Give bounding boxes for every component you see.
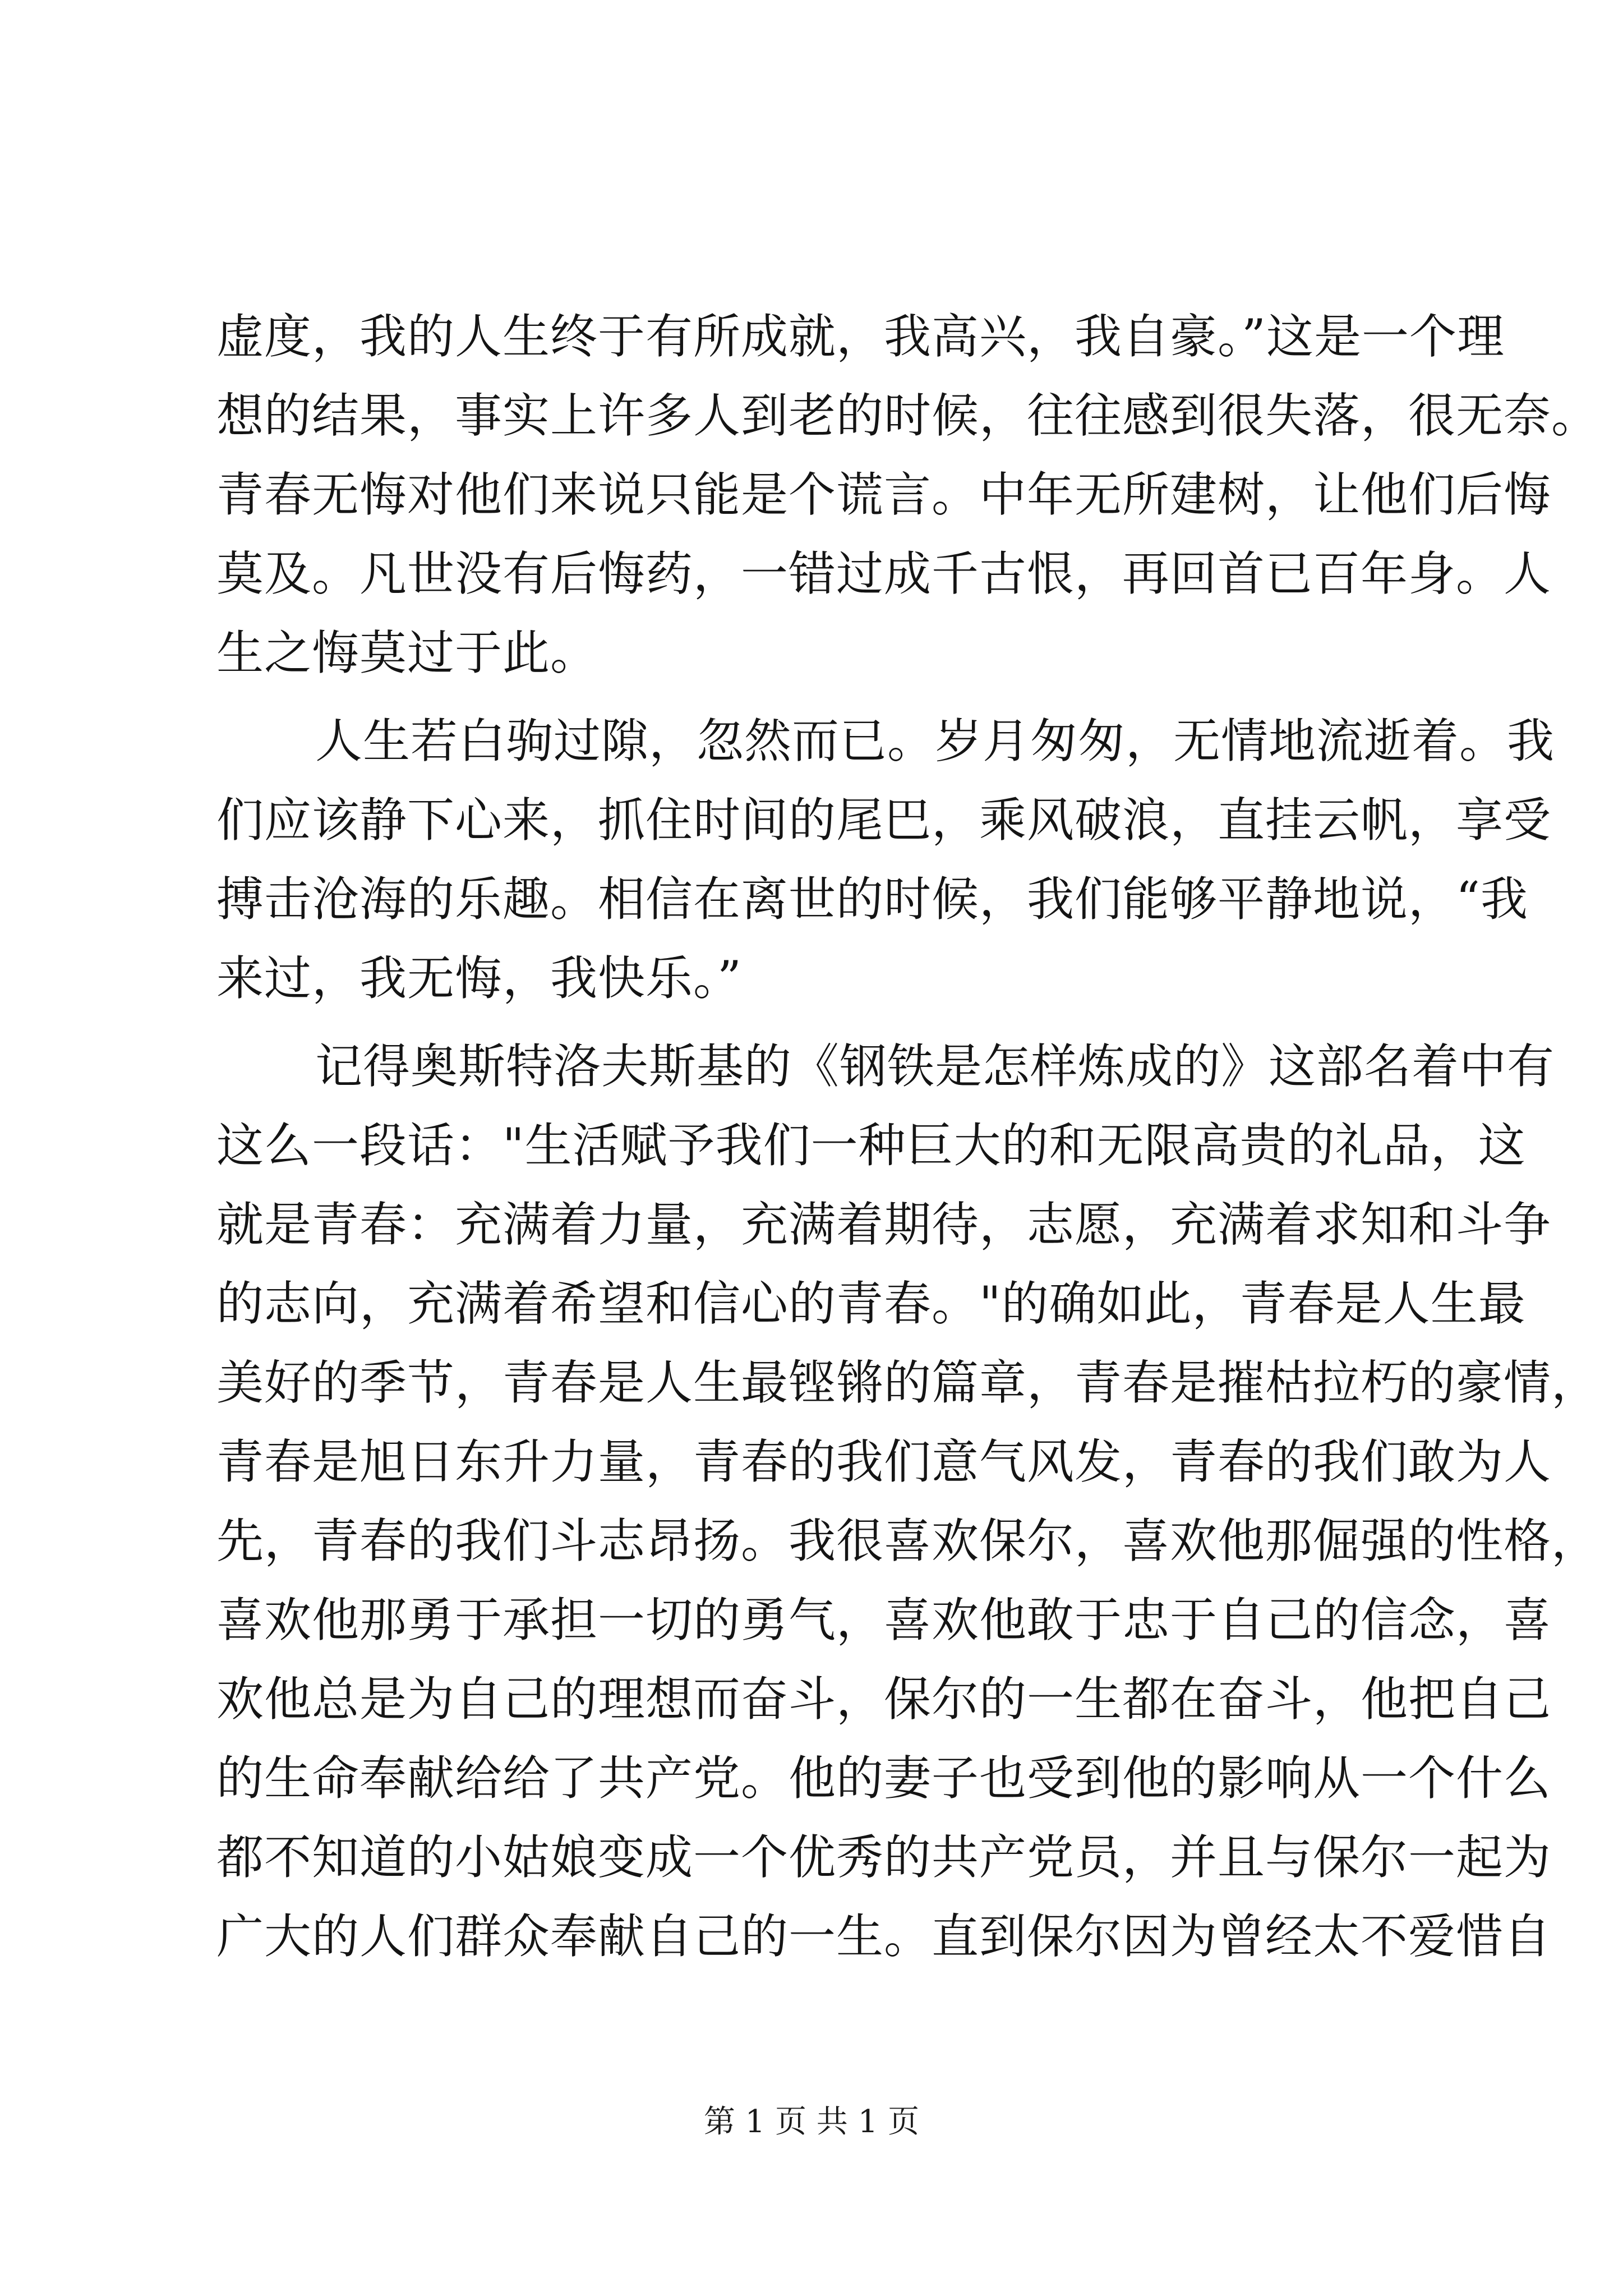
text-line: 莫及。凡世没有后悔药，一错过成千古恨，再回首已百年身。人 <box>216 546 1552 601</box>
text-line: 这么一段话："生活赋予我们一种巨大的和无限高贵的礼品，这 <box>216 1118 1526 1173</box>
text-line: 虚度，我的人生终于有所成就，我高兴，我自豪。”这是一个理 <box>216 309 1505 364</box>
text-line: 记得奥斯特洛夫斯基的《钢铁是怎样炼成的》这部名着中有 <box>315 1039 1555 1094</box>
text-line: 美好的季节，青春是人生最铿锵的篇章，青春是摧枯拉朽的豪情， <box>216 1355 1599 1410</box>
paragraph-gap <box>216 1018 1433 1027</box>
paragraph-gap <box>216 693 1433 702</box>
text-line: 欢他总是为自己的理想而奋斗，保尔的一生都在奋斗，他把自己 <box>216 1672 1552 1727</box>
page-number-label: 第 1 页 共 1 页 <box>703 2104 920 2140</box>
text-line: 的志向，充满着希望和信心的青春。"的确如此，青春是人生最 <box>216 1276 1526 1331</box>
text-line: 广大的人们群众奉献自己的一生。直到保尔因为曾经太不爱惜自 <box>216 1909 1552 1964</box>
page-footer <box>0 2102 1623 2142</box>
text-line: 青春无悔对他们来说只能是个谎言。中年无所建树，让他们后悔 <box>216 467 1552 522</box>
text-line: 就是青春：充满着力量，充满着期待，志愿，充满着求知和斗争 <box>216 1197 1552 1252</box>
text-line: 的生命奉献给给了共产党。他的妻子也受到他的影响从一个什么 <box>216 1751 1552 1806</box>
text-line: 先，青春的我们斗志昂扬。我很喜欢保尔，喜欢他那倔强的性格， <box>216 1513 1599 1568</box>
text-line: 生之悔莫过于此。 <box>216 625 598 680</box>
text-line: 青春是旭日东升力量，青春的我们意气风发，青春的我们敢为人 <box>216 1434 1552 1489</box>
text-line: 搏击沧海的乐趣。相信在离世的时候，我们能够平静地说，“我 <box>216 872 1528 927</box>
text-line: 想的结果，事实上许多人到老的时候，往往感到很失落，很无奈。 <box>216 388 1599 443</box>
text-line: 都不知道的小姑娘变成一个优秀的共产党员，并且与保尔一起为 <box>216 1830 1552 1885</box>
text-line: 人生若白驹过隙，忽然而已。岁月匆匆，无情地流逝着。我 <box>315 714 1555 769</box>
text-line: 喜欢他那勇于承担一切的勇气，喜欢他敢于忠于自己的信念，喜 <box>216 1593 1552 1648</box>
document-body <box>216 297 1599 1976</box>
text-line: 们应该静下心来，抓住时间的尾巴，乘风破浪，直挂云帆，享受 <box>216 793 1552 848</box>
text-line: 来过，我无悔，我快乐。” <box>216 951 742 1006</box>
